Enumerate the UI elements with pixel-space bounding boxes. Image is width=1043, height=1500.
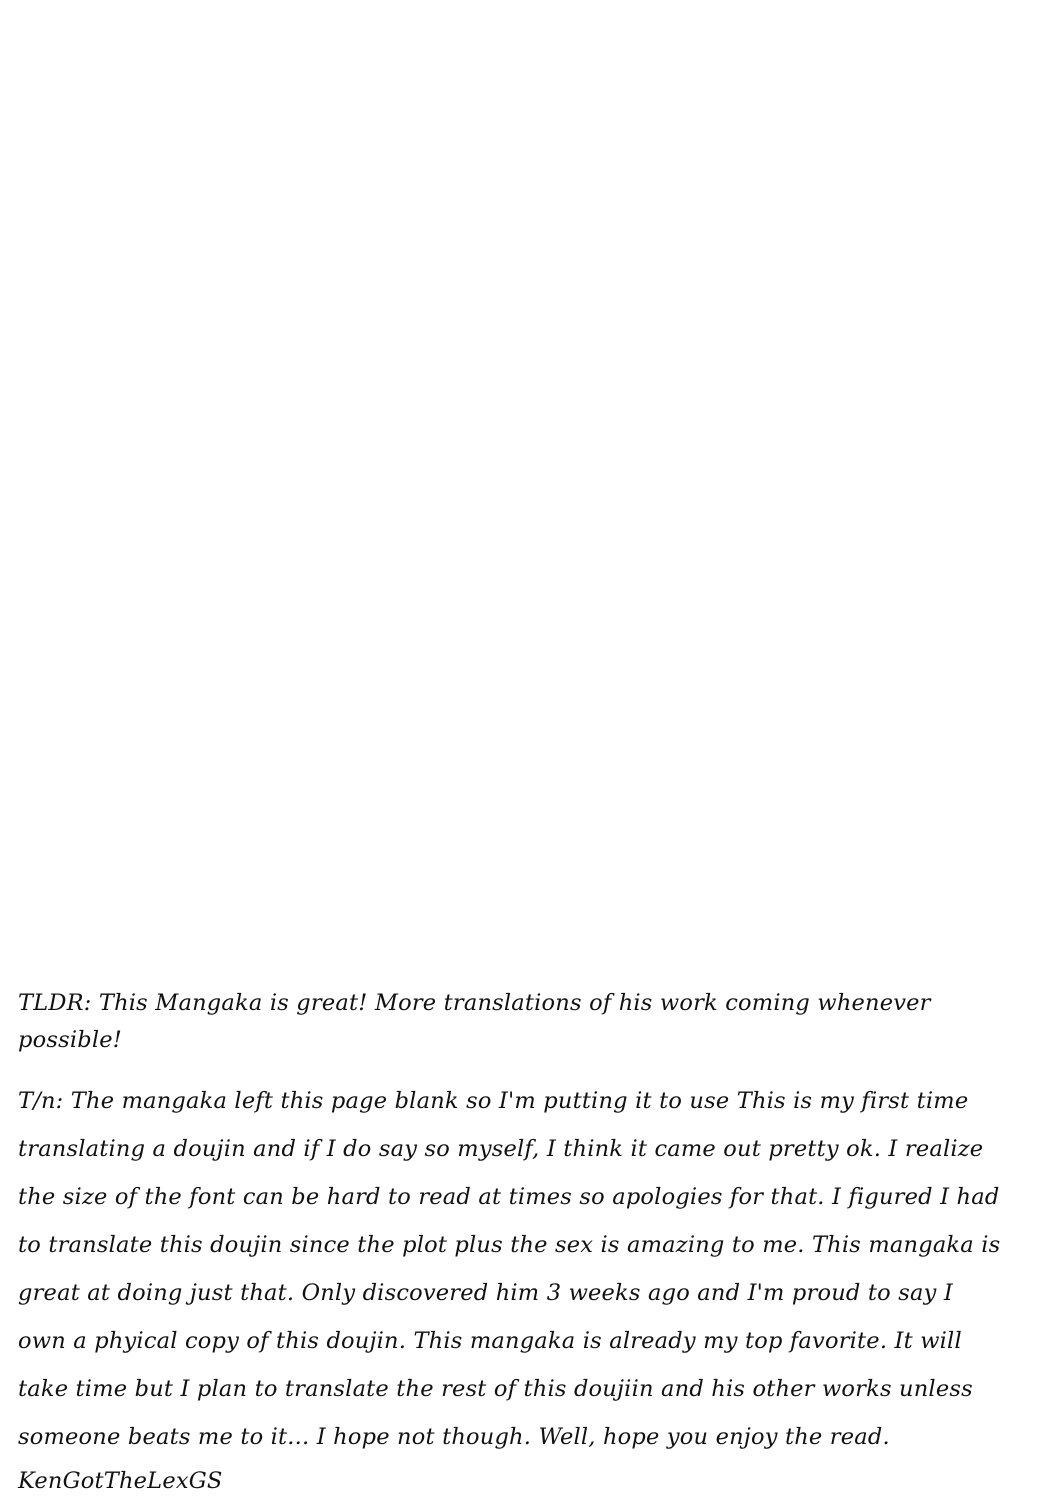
translator-note-block bbox=[18, 985, 1008, 1500]
translator-signature: KenGotTheLexGS bbox=[18, 1468, 223, 1494]
translator-note-text: T/n: The mangaka left this page blank so I'm putting it to use This is my first time translating a doujin and if I do say so myself, I think it came out pretty ok. I realize the size of the font can be hard to read at times so apologies for that. I figured I had to translate this doujin since the plot plus the sex is amazing to me. This mangaka is great at doing just that. Only discovered him 3 weeks ago and I'm proud to say I own a phyical copy of this doujin. This mangaka is already my top favorite. It will take time but I plan to translate the rest of this doujiin and his other works unless someone beats me to it... I hope not though. Well, hope you enjoy the read. bbox=[18, 1088, 1008, 1450]
tldr-text: TLDR: This Mangaka is great! More translations of his work coming whenever possible! bbox=[18, 990, 938, 1053]
